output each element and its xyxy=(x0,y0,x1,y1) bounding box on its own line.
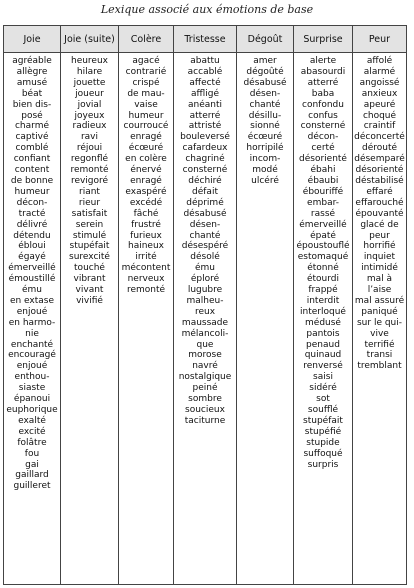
word-entry: affolé xyxy=(366,56,393,66)
word-entry: enjoué xyxy=(16,361,48,372)
word-entry: médusé xyxy=(305,317,341,328)
column-words xyxy=(174,53,236,427)
word-entry: nie xyxy=(25,328,39,339)
word-entry: désillu- xyxy=(248,110,282,121)
word-entry: désabusé xyxy=(183,208,227,219)
word-entry: incom- xyxy=(249,154,281,165)
word-entry: sionné xyxy=(250,121,280,132)
word-entry: embar- xyxy=(307,197,339,208)
word-entry: excédé xyxy=(129,197,163,208)
word-entry: joueur xyxy=(75,88,104,99)
word-entry: interdit xyxy=(306,295,340,306)
column-header: Joie (suite) xyxy=(61,26,118,53)
word-entry: déconcerté xyxy=(354,132,405,143)
word-entry: écœuré xyxy=(247,132,283,143)
word-entry: tremblant xyxy=(357,361,402,372)
word-entry: vibrant xyxy=(73,274,106,285)
word-entry: époustouflé xyxy=(296,241,350,252)
word-entry: ébaubi xyxy=(307,175,339,186)
word-entry: sombre xyxy=(188,394,222,405)
word-entry: abattu xyxy=(190,56,220,66)
word-entry: radieux xyxy=(72,121,107,132)
word-entry: délivré xyxy=(16,219,48,230)
word-entry: jovial xyxy=(77,99,102,110)
word-entry: fou xyxy=(24,448,40,459)
word-entry: nerveux xyxy=(127,274,165,285)
word-entry: posé xyxy=(21,110,43,121)
word-entry: rassé xyxy=(310,208,336,219)
word-entry: décon- xyxy=(307,132,339,143)
word-entry: étourdi xyxy=(306,274,340,285)
word-entry: mélancoli- xyxy=(181,328,229,339)
word-entry: remonté xyxy=(70,165,109,176)
word-entry: dérouté xyxy=(361,143,398,154)
word-entry: désemparé xyxy=(354,154,405,165)
word-entry: morose xyxy=(188,350,222,361)
word-entry: interloqué xyxy=(300,306,346,317)
word-entry: stupéfait xyxy=(69,241,110,252)
word-entry: affligé xyxy=(191,88,219,99)
column-surprise xyxy=(294,26,353,584)
word-entry: ému xyxy=(21,285,42,296)
word-entry: désen- xyxy=(189,219,221,230)
word-entry: choqué xyxy=(362,110,397,121)
word-entry: amer xyxy=(253,56,277,66)
word-entry: enragé xyxy=(130,132,162,143)
word-entry: agréable xyxy=(12,56,52,66)
word-entry: de mau- xyxy=(127,88,165,99)
column-header: Surprise xyxy=(294,26,352,53)
word-entry: sur le qui- xyxy=(356,317,403,328)
word-entry: désorienté xyxy=(299,154,347,165)
word-entry: frustré xyxy=(131,219,161,230)
word-entry: désen- xyxy=(249,88,281,99)
column-header: Tristesse xyxy=(174,26,236,53)
word-entry: paniqué xyxy=(361,306,398,317)
word-entry: déstabilisé xyxy=(355,175,404,186)
word-entry: glacé de xyxy=(360,219,399,230)
word-entry: épouvanté xyxy=(355,208,404,219)
word-entry: déprimé xyxy=(186,197,224,208)
word-entry: dégoûté xyxy=(246,66,284,77)
word-entry: ému xyxy=(194,263,215,274)
word-entry: irrité xyxy=(135,252,157,263)
column-words xyxy=(61,53,118,307)
word-entry: désolé xyxy=(190,252,220,263)
word-entry: furieux xyxy=(130,230,162,241)
word-entry: épaté xyxy=(310,230,336,241)
word-entry: épanoui xyxy=(13,394,51,405)
word-entry: frappé xyxy=(308,285,338,296)
word-entry: pantois xyxy=(306,328,340,339)
word-entry: abasourdi xyxy=(300,66,346,77)
word-entry: consterné xyxy=(300,121,346,132)
word-entry: détendu xyxy=(13,230,51,241)
word-entry: stupéfié xyxy=(304,426,342,437)
word-entry: chanté xyxy=(189,230,221,241)
word-entry: étonné xyxy=(307,263,339,274)
word-entry: bouleversé xyxy=(180,132,230,143)
column-degout xyxy=(237,26,294,584)
word-entry: agacé xyxy=(132,56,160,66)
column-tristesse xyxy=(174,26,237,584)
word-entry: désabusé xyxy=(243,77,287,88)
word-entry: confus xyxy=(308,110,338,121)
word-entry: gai xyxy=(25,459,39,470)
word-entry: charmé xyxy=(14,121,49,132)
word-entry: horripilé xyxy=(246,143,284,154)
word-entry: mécontent xyxy=(121,263,171,274)
word-entry: surexcité xyxy=(69,252,110,263)
word-entry: renversé xyxy=(303,361,343,372)
word-entry: angoissé xyxy=(359,77,400,88)
word-entry: déchiré xyxy=(188,175,222,186)
word-entry: sidéré xyxy=(309,383,337,394)
word-entry: alarmé xyxy=(363,66,396,77)
word-entry: enchanté xyxy=(10,339,54,350)
word-entry: vivant xyxy=(75,285,104,296)
word-entry: enjoué xyxy=(16,306,48,317)
word-entry: guilleret xyxy=(13,481,51,492)
word-entry: confiant xyxy=(13,154,51,165)
word-entry: apeuré xyxy=(363,99,396,110)
word-entry: heureux xyxy=(70,56,108,66)
word-entry: crispé xyxy=(132,77,160,88)
word-entry: affecté xyxy=(189,77,221,88)
word-entry: horrifié xyxy=(363,241,396,252)
column-colere xyxy=(119,26,174,584)
word-entry: stupéfait xyxy=(303,415,343,426)
word-entry: vivifié xyxy=(76,295,103,306)
word-entry: émerveillé xyxy=(299,219,347,230)
word-entry: béat xyxy=(21,88,43,99)
word-entry: euphorique xyxy=(6,405,58,415)
word-entry: serein xyxy=(75,219,104,230)
word-entry: mal assuré xyxy=(354,295,405,306)
word-entry: baba xyxy=(311,88,335,99)
word-entry: exaspéré xyxy=(125,186,167,197)
column-header: Joie xyxy=(4,26,60,53)
word-entry: folâtre xyxy=(17,437,47,448)
word-entry: cafardeux xyxy=(182,143,228,154)
word-entry: stupide xyxy=(306,437,340,448)
word-entry: enthou- xyxy=(14,372,50,383)
table-caption: Lexique associé aux émotions de base xyxy=(100,3,314,16)
word-entry: terrifié xyxy=(364,339,395,350)
word-entry: maussade xyxy=(181,317,229,328)
word-entry: sot xyxy=(316,394,330,405)
word-entry: mal à xyxy=(366,274,393,285)
word-entry: intimidé xyxy=(361,263,398,274)
word-entry: atterré xyxy=(307,77,339,88)
word-entry: ébloui xyxy=(18,241,46,252)
word-entry: atterré xyxy=(189,110,221,121)
word-entry: haineux xyxy=(128,241,164,252)
word-entry: désespéré xyxy=(181,241,229,252)
word-entry: exalté xyxy=(18,415,46,426)
word-entry: courroucé xyxy=(123,121,169,132)
word-entry: tracté xyxy=(18,208,46,219)
word-entry: défait xyxy=(192,186,218,197)
word-entry: suffoqué xyxy=(303,448,343,459)
column-words xyxy=(119,53,173,296)
word-entry: peiné xyxy=(192,383,218,394)
word-entry: penaud xyxy=(306,339,340,350)
word-entry: nostalgique xyxy=(178,372,232,383)
word-entry: joyeux xyxy=(74,110,105,121)
word-entry: fâché xyxy=(133,208,159,219)
word-entry: éploré xyxy=(190,274,220,285)
word-entry: effarouché xyxy=(355,197,404,208)
word-entry: reux xyxy=(194,306,216,317)
word-entry: émoustillé xyxy=(8,274,56,285)
word-entry: modé xyxy=(252,165,278,176)
word-entry: inquiet xyxy=(363,252,396,263)
word-entry: navré xyxy=(192,361,218,372)
word-entry: chanté xyxy=(249,99,281,110)
column-header: Peur xyxy=(353,26,406,53)
word-entry: saisi xyxy=(313,372,333,383)
emotions-lexicon-table xyxy=(3,25,407,585)
word-entry: estomaqué xyxy=(297,252,349,263)
word-entry: vive xyxy=(370,328,389,339)
word-entry: en harmo- xyxy=(8,317,56,328)
word-entry: que xyxy=(196,339,214,350)
word-entry: touché xyxy=(74,263,105,274)
word-entry: ébahi xyxy=(310,165,336,176)
word-entry: surpris xyxy=(307,459,339,470)
word-entry: humeur xyxy=(128,110,164,121)
word-entry: en extase xyxy=(9,295,55,306)
word-entry: comblé xyxy=(15,143,49,154)
word-entry: ébouriffé xyxy=(302,186,344,197)
word-entry: enragé xyxy=(130,175,162,186)
word-entry: rieur xyxy=(78,197,101,208)
word-entry: chagriné xyxy=(185,154,225,165)
word-entry: captivé xyxy=(15,132,49,143)
word-entry: soucieux xyxy=(185,405,225,415)
word-entry: transi xyxy=(366,350,393,361)
word-entry: regonflé xyxy=(70,154,109,165)
word-entry: décon- xyxy=(16,197,48,208)
word-entry: écœuré xyxy=(128,143,164,154)
word-entry: satisfait xyxy=(71,208,108,219)
word-entry: ulcéré xyxy=(251,175,279,186)
word-entry: certé xyxy=(311,143,335,154)
word-entry: allègre xyxy=(16,66,48,77)
word-entry: remonté xyxy=(126,285,166,296)
word-entry: gaillard xyxy=(15,470,49,481)
word-entry: attristé xyxy=(188,121,222,132)
word-entry: anéanti xyxy=(187,99,222,110)
word-entry: humeur xyxy=(14,186,50,197)
word-entry: riant xyxy=(79,186,100,197)
word-entry: l’aise xyxy=(367,285,392,296)
word-entry: stimulé xyxy=(72,230,107,241)
word-entry: désorienté xyxy=(355,165,404,176)
column-header: Colère xyxy=(119,26,173,53)
word-entry: confondu xyxy=(302,99,344,110)
word-entry: craintif xyxy=(363,121,396,132)
column-words xyxy=(237,53,293,187)
word-entry: siaste xyxy=(18,383,46,394)
word-entry: énervé xyxy=(130,165,162,176)
column-words xyxy=(353,53,406,372)
word-entry: lugubre xyxy=(187,285,223,296)
word-entry: jouette xyxy=(73,77,106,88)
word-entry: revigoré xyxy=(70,175,109,186)
word-entry: de bonne xyxy=(10,175,54,186)
word-entry: hilare xyxy=(76,66,103,77)
word-entry: consterné xyxy=(182,165,228,176)
word-entry: quinaud xyxy=(304,350,342,361)
word-entry: alerte xyxy=(309,56,337,66)
column-words xyxy=(294,53,352,470)
word-entry: amusé xyxy=(16,77,48,88)
word-entry: malheu- xyxy=(186,295,224,306)
word-entry: soufflé xyxy=(307,405,339,415)
word-entry: anxieux xyxy=(361,88,398,99)
column-peur xyxy=(353,26,406,584)
word-entry: émerveillé xyxy=(8,263,56,274)
column-joie-suite xyxy=(61,26,119,584)
word-entry: peur xyxy=(369,230,390,241)
column-words xyxy=(4,53,60,492)
column-joie xyxy=(4,26,61,584)
word-entry: vaise xyxy=(134,99,158,110)
column-header: Dégoût xyxy=(237,26,293,53)
word-entry: effaré xyxy=(366,186,393,197)
word-entry: bien dis- xyxy=(12,99,52,110)
word-entry: contrarié xyxy=(125,66,167,77)
word-entry: taciturne xyxy=(184,415,226,426)
word-entry: content xyxy=(14,165,50,176)
word-entry: encouragé xyxy=(8,350,56,361)
word-entry: égayé xyxy=(18,252,46,263)
word-entry: ravi xyxy=(80,132,99,143)
word-entry: accablé xyxy=(187,66,223,77)
word-entry: en colère xyxy=(125,154,167,165)
word-entry: excité xyxy=(18,426,46,437)
word-entry: réjoui xyxy=(76,143,103,154)
